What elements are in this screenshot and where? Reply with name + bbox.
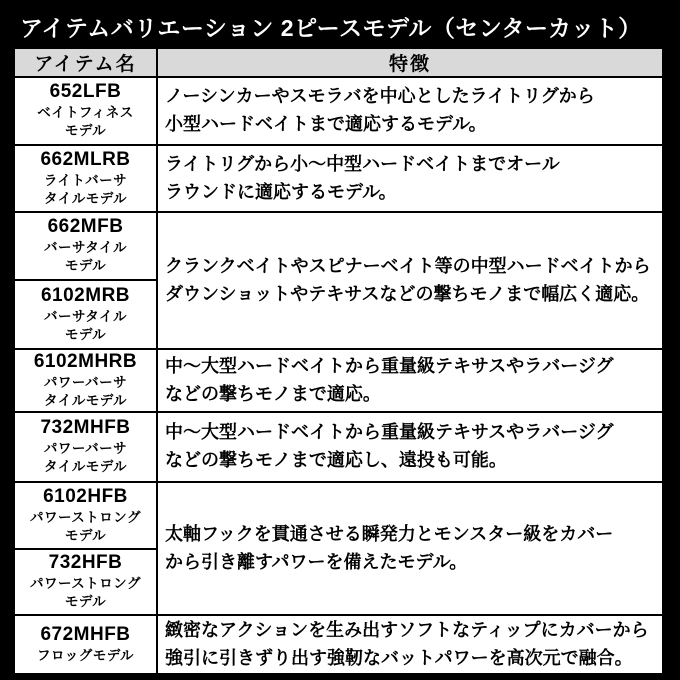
- model-number: 732MHFB: [40, 417, 131, 439]
- model-type-line: パワーストロング: [29, 509, 142, 525]
- feature-cell: [157, 412, 663, 482]
- model-type-line: パワーバーサ: [43, 374, 128, 390]
- model-type-line: ライトバーサ: [43, 172, 128, 188]
- feature-text-line: ノーシンカーやスモラバを中心としたライトリグから: [165, 86, 595, 107]
- model-type-line: バーサタイル: [43, 308, 128, 324]
- feature-text-line: などの撃ちモノまで適応し、遠投も可能。: [165, 450, 507, 470]
- item-cell: [14, 482, 157, 549]
- model-number: 6102MHRB: [33, 350, 138, 372]
- item-cell: [14, 280, 157, 349]
- feature-text-line: ラウンドに適応するモデル。: [165, 181, 397, 202]
- model-type-line: モデル: [64, 123, 107, 139]
- feature-text-line: から引き離すパワーを備えたモデル。: [165, 551, 468, 572]
- model-number: 6102HFB: [43, 485, 128, 507]
- feature-text-line: などの撃ちモノまで適応。: [165, 383, 381, 404]
- model-type-line: モデル: [64, 326, 107, 342]
- feature-cell-merged: [157, 482, 663, 615]
- item-cell: [14, 549, 157, 615]
- model-type-line: タイルモデル: [43, 459, 128, 475]
- model-type-line: タイルモデル: [43, 190, 128, 206]
- feature-cell-merged: [157, 212, 663, 349]
- item-cell: [14, 212, 157, 280]
- item-variation-table: [13, 47, 664, 675]
- table-row: [14, 412, 663, 482]
- model-type-line: モデル: [64, 527, 107, 543]
- item-cell: [14, 615, 157, 674]
- table-row: [14, 212, 663, 280]
- model-type-line: パワーバーサ: [43, 441, 128, 457]
- model-number: 652LFB: [49, 81, 122, 103]
- item-cell: [14, 77, 157, 145]
- feature-cell: [157, 77, 663, 145]
- item-cell: [14, 145, 157, 212]
- feature-cell: [157, 145, 663, 212]
- model-type-line: モデル: [64, 258, 107, 274]
- feature-text-line: 緻密なアクションを生み出すソフトなティップにカバーから: [165, 619, 649, 640]
- model-type-line: パワーストロング: [29, 576, 142, 592]
- table-row: [14, 77, 663, 145]
- table-row: [14, 615, 663, 674]
- model-type-line: タイルモデル: [43, 392, 128, 408]
- feature-text-line: 中～大型ハードベイトから重量級テキサスやラバージグ: [165, 422, 614, 443]
- feature-text-line: 中～大型ハードベイトから重量級テキサスやラバージグ: [165, 355, 614, 376]
- feature-cell: [157, 349, 663, 412]
- feature-text-line: 太軸フックを貫通させる瞬発力とモンスター級をカバー: [165, 523, 614, 544]
- feature-text-line: 強引に引きずり出す強靭なバットパワーを高次元で融合。: [165, 647, 633, 668]
- feature-text-line: 小型ハードベイトまで適応するモデル。: [165, 114, 487, 134]
- feature-cell: [157, 615, 663, 674]
- model-number: 6102MRB: [40, 284, 131, 306]
- model-type-line: モデル: [64, 594, 107, 610]
- model-type-line: ベイトフィネス: [37, 105, 134, 121]
- item-cell: [14, 349, 157, 412]
- table-row: [14, 349, 663, 412]
- header-row: [14, 48, 663, 77]
- column-header-item-name: アイテム名: [14, 48, 157, 77]
- model-number: 662MLRB: [40, 148, 131, 170]
- feature-text-line: ライトリグから小～中型ハードベイトまでオール: [165, 153, 560, 174]
- model-type-line: バーサタイル: [43, 240, 128, 256]
- model-number: 662MFB: [47, 216, 124, 238]
- model-type-line: フロッグモデル: [36, 647, 135, 663]
- item-cell: [14, 412, 157, 482]
- column-header-feature: 特徴: [157, 48, 663, 77]
- model-number: 672MHFB: [40, 623, 131, 645]
- model-number: 732HFB: [48, 552, 123, 574]
- feature-text-line: クランクベイトやスピナーベイト等の中型ハードベイトから: [165, 255, 651, 276]
- table-row: [14, 145, 663, 212]
- feature-text-line: ダウンショットやテキサスなどの撃ちモノまで幅広く適応。: [165, 283, 650, 304]
- table-row: [14, 482, 663, 549]
- page-title: アイテムバリエーション 2ピースモデル（センターカット）: [20, 15, 642, 41]
